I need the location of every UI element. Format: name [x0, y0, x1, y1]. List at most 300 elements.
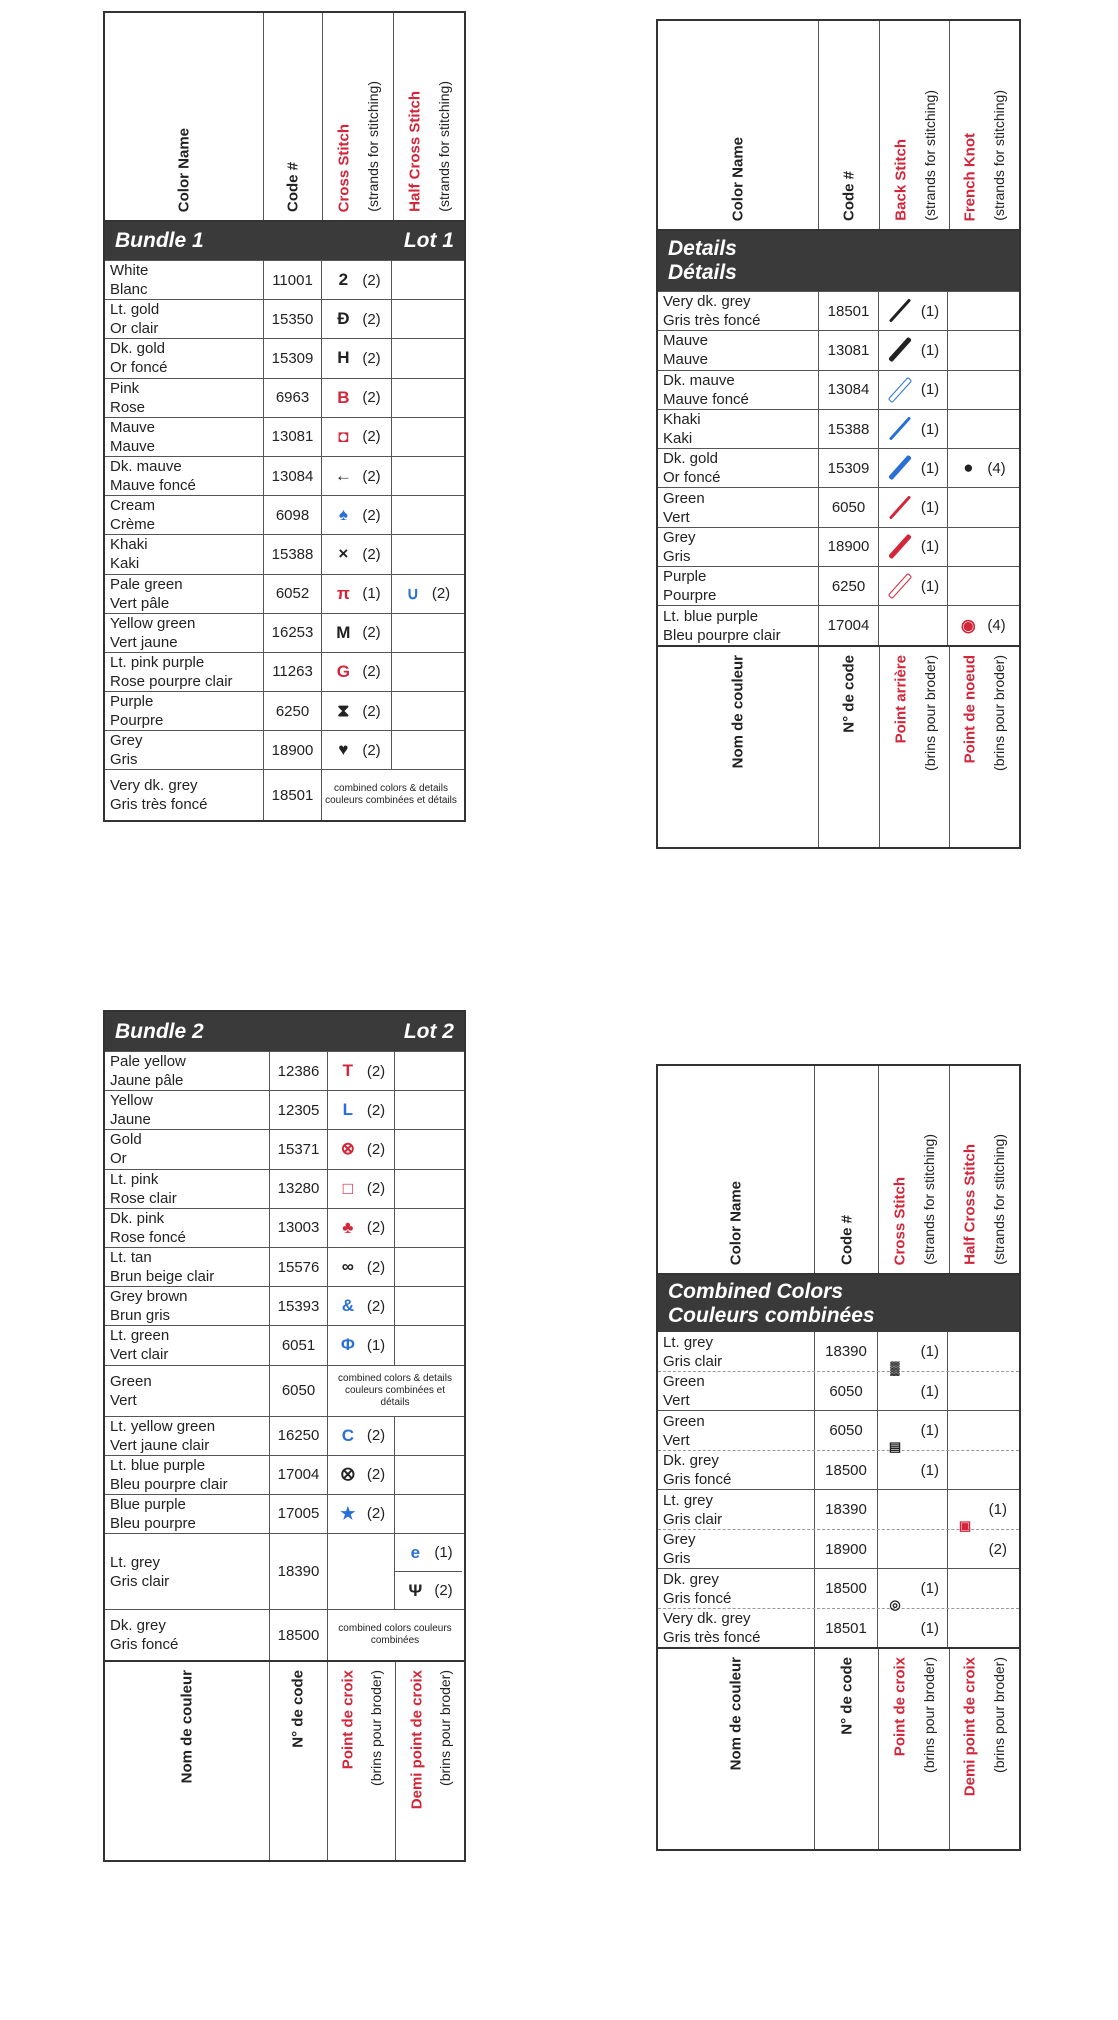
- color-name-fr: Pourpre: [110, 712, 164, 730]
- strands: (2): [988, 1540, 1007, 1558]
- color-name-en: Dk. grey: [663, 1452, 719, 1469]
- code-footer: N° de code: [838, 1657, 855, 1735]
- color-name-en: Blue purple: [110, 1495, 186, 1513]
- table-row: [105, 338, 464, 377]
- half-cross-stitch-strands: (2): [431, 585, 451, 603]
- table-row: [658, 1450, 1019, 1489]
- color-name-fr: Or foncé: [110, 359, 168, 377]
- combined-symbol: ◎: [889, 1597, 901, 1612]
- cross-stitch-strands: (2): [362, 310, 381, 328]
- back-stitch-header: Back Stitch: [892, 139, 910, 221]
- cross-stitch-symbol: ⭙: [341, 1464, 355, 1484]
- color-code: 15388: [818, 410, 878, 448]
- color-name-fr: Gris foncé: [663, 1589, 732, 1607]
- color-name-en: Lt. pink purple: [110, 653, 205, 671]
- color-code: 15309: [818, 449, 878, 487]
- combined-label-fr: Couleurs combinées: [668, 1303, 875, 1327]
- cross-stitch-empty: [327, 1534, 394, 1609]
- color-code: 15388: [263, 535, 321, 573]
- color-name-en: Mauve: [663, 332, 709, 350]
- table-row: [105, 1325, 464, 1364]
- table-row: [105, 378, 464, 417]
- color-name-en: Green: [663, 1373, 705, 1390]
- back-stitch-subfooter: (brins pour broder): [921, 654, 938, 771]
- color-name-fr: Gris: [663, 547, 691, 565]
- table-row: [105, 1247, 464, 1286]
- details-table: [656, 19, 1021, 849]
- half-cross-stitch-symbol: ∪: [406, 583, 420, 603]
- cross-stitch-strands: (2): [362, 271, 381, 289]
- cross-stitch-header: Cross Stitch: [335, 123, 353, 212]
- color-name-fr: Gris foncé: [110, 1636, 179, 1654]
- color-name-fr: Gris très foncé: [663, 1629, 761, 1646]
- table-row: [658, 448, 1019, 487]
- color-name-fr: Bleu pourpre clair: [663, 626, 781, 644]
- color-name-fr: Rose foncé: [110, 1228, 186, 1246]
- color-code: 13280: [269, 1170, 327, 1208]
- cross-stitch-symbol: ♣: [342, 1217, 354, 1237]
- combined-note: combined colors & details couleurs combinées et détails: [321, 770, 460, 820]
- cross-stitch-strands: (2): [362, 506, 381, 524]
- color-code: 17004: [818, 606, 878, 644]
- table-row: [105, 1609, 464, 1660]
- color-code: 13084: [263, 457, 321, 495]
- color-name-en: Cream: [110, 497, 156, 515]
- color-name-en: Pale yellow: [110, 1053, 186, 1071]
- color-code: 18501: [263, 770, 321, 820]
- cross-stitch-strands: (2): [366, 1505, 386, 1523]
- cross-stitch-strands: (2): [362, 663, 381, 681]
- color-name-fr: Or clair: [110, 320, 159, 338]
- color-code: 18900: [263, 731, 321, 769]
- table-row: [105, 456, 464, 495]
- half-strands: (2): [434, 1582, 453, 1600]
- color-name-fr: Or: [110, 1150, 127, 1168]
- color-name-en: Very dk. grey: [663, 293, 751, 311]
- color-name-en: Dk. grey: [663, 1570, 719, 1588]
- cross-stitch-strands: (2): [366, 1062, 386, 1080]
- color-name-en: Grey: [110, 732, 143, 750]
- color-name-en: Grey: [663, 1531, 696, 1548]
- color-name-en: Pale green: [110, 575, 183, 593]
- cross-stitch-symbol: L: [342, 1100, 354, 1120]
- cross-stitch-strands: (2): [366, 1140, 386, 1158]
- half-cross-stitch-subfooter: (brins pour broder): [437, 1670, 454, 1786]
- half-strands: (1): [434, 1544, 453, 1562]
- cross-stitch-strands: (2): [366, 1466, 386, 1484]
- table-row: [658, 291, 1019, 330]
- color-name-fr: Vert pâle: [110, 594, 170, 612]
- back-stitch-line-icon: [887, 495, 913, 521]
- cross-stitch-symbol: ∞: [341, 1257, 354, 1277]
- cross-stitch-symbol: M: [336, 622, 351, 642]
- color-name-en: Lt. green: [110, 1327, 170, 1345]
- strands: (1): [988, 1501, 1007, 1518]
- color-name-fr: Vert: [110, 1391, 137, 1409]
- color-name-fr: Bleu pourpre clair: [110, 1475, 228, 1493]
- back-stitch-strands: (1): [920, 341, 940, 359]
- cross-stitch-strands: (2): [362, 624, 381, 642]
- combined-note: combined colors & details couleurs combinées et détails: [327, 1366, 462, 1416]
- cross-stitch-strands: (2): [366, 1101, 386, 1119]
- color-name-fr: Mauve foncé: [663, 390, 749, 408]
- color-code: 15309: [263, 339, 321, 377]
- half-cross-stitch-header: Half Cross Stitch: [406, 91, 424, 212]
- color-name-en: Purple: [663, 568, 707, 586]
- cross-stitch-symbol: π: [336, 583, 350, 603]
- color-name-fr: Mauve: [110, 437, 156, 455]
- color-name-en: Gold: [110, 1131, 142, 1149]
- lot-2-label: Lot 2: [403, 1019, 454, 1043]
- cross-stitch-symbol: ×: [338, 544, 349, 564]
- back-stitch-strands: (1): [920, 499, 940, 517]
- color-name-en: Very dk. grey: [663, 1610, 751, 1627]
- bundle-1-table: [103, 11, 466, 822]
- table-row: [105, 1169, 464, 1208]
- strands: (1): [920, 1580, 939, 1597]
- color-name-footer: Nom de couleur: [727, 1657, 745, 1771]
- combined-label: Combined Colors: [668, 1279, 844, 1303]
- color-name-fr: Blanc: [110, 281, 148, 299]
- combined-group: [658, 1489, 1019, 1568]
- color-name-en: Lt. pink: [110, 1170, 159, 1188]
- table-row: [105, 1365, 464, 1416]
- cross-stitch-strands: (2): [366, 1219, 386, 1237]
- back-stitch-line-icon: [887, 337, 913, 363]
- color-name-fr: Rose pourpre clair: [110, 672, 233, 690]
- color-name-en: Dk. pink: [110, 1209, 165, 1227]
- cross-stitch-symbol: G: [336, 661, 350, 681]
- color-name-fr: Vert: [663, 508, 690, 526]
- combined-group: [658, 1568, 1019, 1647]
- color-code: 13081: [263, 418, 321, 456]
- color-name-en: Lt. blue purple: [110, 1456, 206, 1474]
- cross-stitch-strands: (2): [362, 741, 381, 759]
- half-cross-stitch-subheader: (strands for stitching): [435, 81, 452, 212]
- code-header: Code #: [838, 1214, 855, 1265]
- color-name-header: Color Name: [727, 1180, 745, 1265]
- table-row: [105, 1051, 464, 1090]
- cross-stitch-header: Cross Stitch: [891, 1176, 909, 1265]
- color-name-fr: Rose: [110, 398, 146, 416]
- color-name-fr: Jaune pâle: [110, 1072, 184, 1090]
- french-knot-header: French Knot: [961, 132, 979, 221]
- code-footer: N° de code: [289, 1670, 307, 1748]
- table-row: [105, 1533, 464, 1609]
- half-cross-stitch-subheader: (strands for stitching): [990, 1134, 1007, 1265]
- code-header: Code #: [840, 170, 858, 221]
- back-stitch-strands: (1): [920, 381, 940, 399]
- color-name-en: Dk. mauve: [110, 458, 182, 476]
- details-label-fr: Détails: [668, 261, 737, 284]
- back-stitch-line-icon: [887, 573, 913, 599]
- back-stitch-strands: (1): [920, 577, 940, 595]
- cross-stitch-symbol: ♥: [338, 740, 349, 760]
- color-name-en: Lt. tan: [110, 1249, 152, 1267]
- color-name-fr: Kaki: [663, 430, 693, 448]
- cross-stitch-symbol: ⧗: [337, 701, 350, 721]
- table-row: [658, 527, 1019, 566]
- color-name-en: Green: [663, 489, 705, 507]
- half-cross-stitch-header: Half Cross Stitch: [961, 1144, 979, 1265]
- color-code: 12305: [269, 1091, 327, 1129]
- table-row: [658, 487, 1019, 526]
- bundle-2-label: Bundle 2: [115, 1019, 204, 1043]
- color-name-en: Lt. blue purple: [663, 607, 759, 625]
- color-code: 18501: [818, 292, 878, 330]
- cross-stitch-symbol: B: [337, 387, 350, 407]
- code-footer: N° de code: [840, 654, 858, 733]
- combined-group: [658, 1410, 1019, 1489]
- color-name-fr: Jaune: [110, 1111, 151, 1129]
- table-row: [105, 1494, 464, 1533]
- color-code: 17005: [269, 1495, 327, 1533]
- color-name-fr: Gris très foncé: [110, 796, 208, 814]
- half-symbol: e: [410, 1542, 421, 1562]
- table-row: [105, 652, 464, 691]
- back-stitch-line-icon: [887, 534, 913, 560]
- color-name-en: Lt. gold: [110, 301, 160, 319]
- cross-stitch-strands: (1): [366, 1336, 386, 1354]
- bundle-2-table: [103, 1010, 466, 1862]
- color-code: 18500: [269, 1610, 327, 1660]
- back-stitch-subheader: (strands for stitching): [921, 90, 938, 221]
- color-name-header: Color Name: [175, 127, 193, 212]
- table-row: [658, 1371, 1019, 1410]
- cross-stitch-strands: (2): [362, 349, 381, 367]
- color-code: 18501: [814, 1609, 877, 1647]
- cross-stitch-symbol: Φ: [340, 1335, 355, 1355]
- cross-stitch-strands: (1): [362, 585, 381, 603]
- color-code: 6052: [263, 575, 321, 613]
- back-stitch-strands: (1): [920, 538, 940, 556]
- bundle-2-band: [105, 1012, 464, 1051]
- table-row: [658, 409, 1019, 448]
- table-row: [658, 370, 1019, 409]
- table-row: [105, 691, 464, 730]
- color-name-en: Pink: [110, 379, 140, 397]
- color-name-fr: Vert: [663, 1431, 690, 1449]
- table-row: [105, 1455, 464, 1494]
- cross-stitch-subfooter: (brins pour broder): [921, 1657, 938, 1773]
- color-name-fr: Vert jaune clair: [110, 1436, 210, 1454]
- color-name-fr: Gris clair: [663, 1510, 723, 1528]
- details-label: Details: [668, 237, 737, 260]
- bundle-1-band: [105, 222, 464, 260]
- color-name-en: Green: [110, 1372, 152, 1390]
- color-code: 13003: [269, 1209, 327, 1247]
- cross-stitch-strands: (2): [362, 702, 381, 720]
- cross-stitch-strands: (2): [366, 1258, 386, 1276]
- color-name-fr: Vert: [663, 1392, 690, 1409]
- color-name-en: Mauve: [110, 418, 156, 436]
- french-knot-subfooter: (brins pour broder): [990, 654, 1007, 771]
- back-stitch-line-icon: [887, 298, 913, 324]
- table-row: [105, 534, 464, 573]
- color-name-fr: Crème: [110, 516, 156, 534]
- color-name-fr: Brun beige clair: [110, 1268, 215, 1286]
- color-name-fr: Gris foncé: [663, 1471, 732, 1488]
- color-name-footer: Nom de couleur: [178, 1670, 196, 1784]
- color-name-fr: Bleu pourpre: [110, 1514, 196, 1532]
- color-name-en: Green: [663, 1412, 705, 1430]
- cross-stitch-symbol: ←: [334, 466, 352, 486]
- cross-stitch-symbol: ★: [340, 1503, 356, 1523]
- table-row: [658, 1332, 1019, 1371]
- cross-stitch-symbol: C: [341, 1425, 354, 1445]
- table-row: [105, 574, 464, 613]
- color-name-fr: Brun gris: [110, 1307, 171, 1325]
- table-row: [105, 730, 464, 769]
- cross-stitch-symbol: Ɖ: [337, 309, 350, 329]
- french-knot-symbol: ◉: [960, 615, 976, 635]
- color-name-en: Purple: [110, 693, 154, 711]
- back-stitch-footer: Point arrière: [892, 654, 910, 744]
- table-row: [105, 613, 464, 652]
- cross-stitch-symbol: ⊗: [340, 1139, 355, 1159]
- color-name-en: Lt. grey: [110, 1553, 161, 1571]
- color-name-en: Yellow green: [110, 614, 196, 632]
- french-knot-strands: (4): [987, 459, 1006, 477]
- back-stitch-strands: (1): [920, 420, 940, 438]
- color-name-en: Very dk. grey: [110, 777, 198, 795]
- lot-1-label: Lot 1: [403, 229, 454, 252]
- table-row: [105, 260, 464, 299]
- color-name-fr: Or foncé: [663, 469, 721, 487]
- cross-stitch-footer: Point de croix: [339, 1670, 357, 1770]
- color-code: 12386: [269, 1052, 327, 1090]
- table-row: [105, 769, 464, 820]
- color-name-fr: Gris clair: [110, 1572, 170, 1590]
- table-row: [658, 1569, 1019, 1608]
- table-row: [658, 605, 1019, 644]
- color-name-en: Lt. grey: [663, 1333, 714, 1351]
- color-code: 18900: [818, 528, 878, 566]
- cross-stitch-subheader: (strands for stitching): [921, 1134, 938, 1265]
- table-row: [105, 299, 464, 338]
- color-code: 18500: [814, 1569, 877, 1608]
- strands: (1): [920, 1422, 939, 1439]
- table-row: [105, 1129, 464, 1168]
- cross-stitch-strands: (2): [366, 1427, 386, 1445]
- color-name-en: Khaki: [110, 536, 148, 554]
- color-code: 6250: [818, 567, 878, 605]
- cross-stitch-strands: (2): [362, 545, 381, 563]
- strands: (1): [920, 1382, 939, 1400]
- color-name-en: Dk. grey: [110, 1617, 166, 1635]
- cross-stitch-strands: (2): [362, 428, 381, 446]
- combined-band: [658, 1275, 1019, 1332]
- table-row: [105, 1090, 464, 1129]
- color-name-en: Khaki: [663, 411, 701, 429]
- strands: (1): [920, 1619, 939, 1637]
- table-row: [105, 417, 464, 456]
- combined-note: combined colors couleurs combinées: [327, 1610, 462, 1660]
- table-row: [658, 566, 1019, 605]
- cross-stitch-symbol: T: [342, 1061, 354, 1081]
- table-row: [105, 495, 464, 534]
- color-name-en: Grey: [663, 528, 696, 546]
- color-code: 15350: [263, 300, 321, 338]
- details-band: [658, 231, 1019, 291]
- color-name-fr: Vert clair: [110, 1346, 169, 1364]
- table-row: [658, 1411, 1019, 1450]
- color-name-en: Grey brown: [110, 1288, 188, 1306]
- color-name-en: Lt. grey: [663, 1491, 714, 1509]
- color-name-fr: Gris: [663, 1550, 691, 1567]
- color-code: 15393: [269, 1287, 327, 1325]
- color-name-fr: Pourpre: [663, 587, 717, 605]
- color-code: 16253: [263, 614, 321, 652]
- color-code: 18500: [814, 1451, 877, 1489]
- half-cross-stitch-footer: Demi point de croix: [408, 1670, 426, 1810]
- combined-symbol: ▤: [888, 1439, 902, 1454]
- table-row: [658, 1529, 1019, 1568]
- back-stitch-line-icon: [887, 377, 913, 403]
- cross-stitch-symbol: ♠: [338, 505, 348, 525]
- cross-stitch-strands: (2): [366, 1297, 386, 1315]
- combined-symbol: ▓: [890, 1360, 900, 1375]
- cross-stitch-strands: (2): [362, 467, 381, 485]
- combined-group: [658, 1332, 1019, 1410]
- color-name-fr: Gris clair: [663, 1352, 723, 1370]
- cross-stitch-symbol: 2: [338, 270, 349, 290]
- back-stitch-strands: (1): [920, 302, 940, 320]
- cross-stitch-subfooter: (brins pour broder): [368, 1670, 385, 1786]
- color-name-fr: Kaki: [110, 555, 140, 573]
- color-code: 18900: [814, 1530, 877, 1568]
- color-name-fr: Mauve foncé: [110, 477, 196, 495]
- color-code: 15371: [269, 1130, 327, 1168]
- table-row: [105, 1208, 464, 1247]
- color-code: 6050: [814, 1411, 877, 1450]
- color-code: 13084: [818, 371, 878, 409]
- table-row: [105, 1286, 464, 1325]
- color-name-en: Lt. yellow green: [110, 1417, 216, 1435]
- color-code: 11263: [263, 653, 321, 691]
- color-name-en: Dk. gold: [110, 340, 166, 358]
- color-code: 6098: [263, 496, 321, 534]
- color-code: 13081: [818, 331, 878, 369]
- color-name-en: Dk. gold: [663, 450, 719, 468]
- color-name-footer: Nom de couleur: [729, 654, 747, 769]
- cross-stitch-symbol: &: [341, 1296, 354, 1316]
- color-code: 17004: [269, 1456, 327, 1494]
- half-cross-stitch-subfooter: (brins pour broder): [990, 1657, 1007, 1773]
- color-name-header: Color Name: [729, 136, 747, 221]
- color-code: 16250: [269, 1417, 327, 1455]
- half-symbol: Ψ: [408, 1580, 423, 1600]
- combined-colors-table: [656, 1064, 1021, 1851]
- combined-symbol: ▣: [958, 1518, 972, 1533]
- color-name-fr: Vert jaune: [110, 633, 178, 651]
- color-name-fr: Gris très foncé: [663, 312, 761, 330]
- french-knot-footer: Point de noeud: [961, 654, 979, 763]
- code-header: Code #: [284, 161, 302, 212]
- color-name-fr: Gris: [110, 751, 138, 769]
- cross-stitch-symbol: □: [342, 1178, 353, 1198]
- bundle-1-label: Bundle 1: [115, 229, 204, 252]
- cross-stitch-strands: (2): [366, 1180, 386, 1198]
- french-knot-subheader: (strands for stitching): [990, 90, 1007, 221]
- cross-stitch-symbol: H: [337, 348, 350, 368]
- color-code: 6963: [263, 379, 321, 417]
- color-code: 6050: [818, 488, 878, 526]
- color-code: 6250: [263, 692, 321, 730]
- color-code: 18390: [269, 1534, 327, 1609]
- french-knot-symbol: ●: [963, 458, 974, 478]
- cross-stitch-subheader: (strands for stitching): [365, 81, 382, 212]
